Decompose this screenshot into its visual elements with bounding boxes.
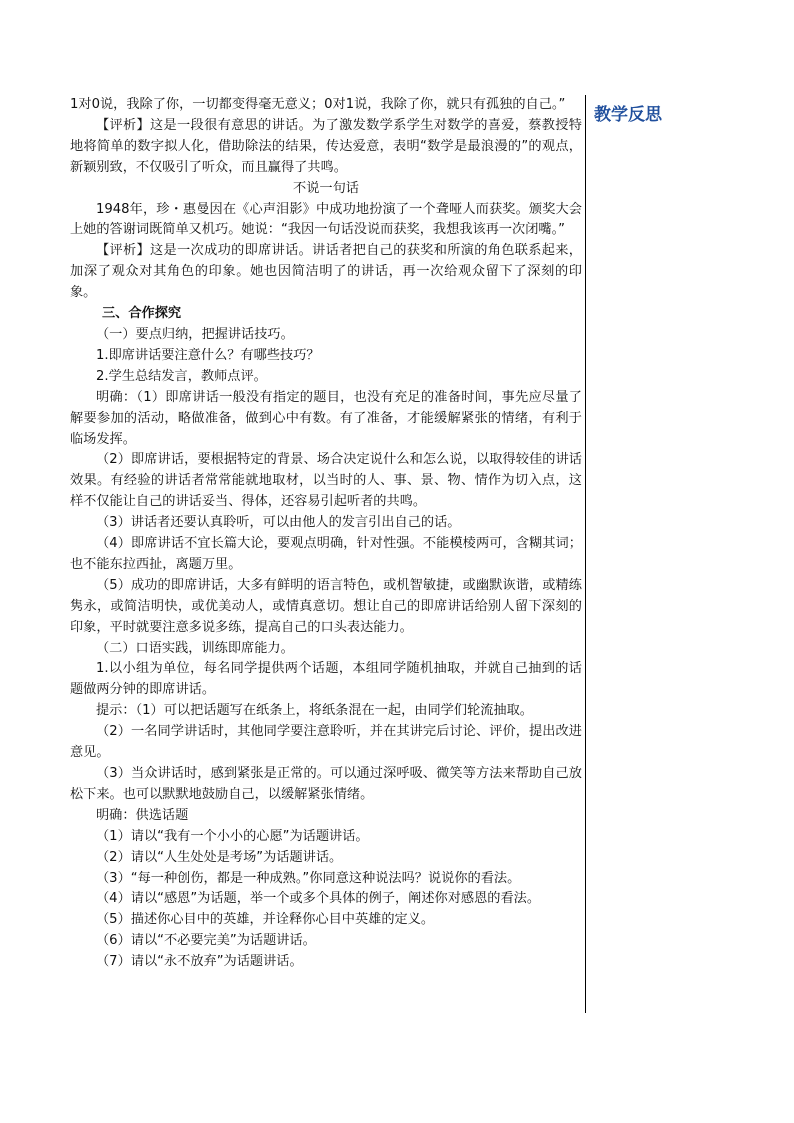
paragraph: （3）当众讲话时，感到紧张是正常的。可以通过深呼吸、微笑等方法来帮助自己放松下来。也可以默默地鼓励自己，以缓解紧张情绪。 [70,766,582,802]
paragraph: （4）即席讲话不宜长篇大论，要观点明确，针对性强。不能模棱两可，含糊其词；也不能东拉西扯，离题万里。 [70,536,582,572]
paragraph: 1.即席讲话要注意什么？有哪些技巧？ [96,347,320,363]
sidebar-title: 教学反思 [594,105,662,125]
paragraph: 【评析】这是一段很有意思的讲话。为了激发数学系学生对数学的喜爱，蔡教授特地将简单的数字拟人化，借助除法的结果，传达爱意，表明“数学是最浪漫的”的观点，新颖别致，不仅吸引了听众，而且赢得了共鸣。 [70,117,582,175]
paragraph: （二）口语实践，训练即席能力。 [96,640,294,656]
paragraph: 三、合作探究 [102,306,182,322]
paragraph: （4）请以“感恩”为话题，举一个或多个具体的例子，阐述你对感恩的看法。 [96,891,541,907]
paragraph: 2.学生总结发言，教师点评。 [96,368,267,384]
paragraph: （一）要点归纳，把握讲话技巧。 [96,326,294,342]
paragraph: （6）请以“不必要完美”为话题讲话。 [96,933,316,949]
paragraph: （3）讲话者还要认真聆听，可以由他人的发言引出自己的话。 [96,515,461,531]
paragraph: （2）一名同学讲话时，其他同学要注意聆听，并在其讲完后讨论、评价，提出改进意见。 [70,724,582,761]
paragraph: 明确：供选话题 [96,807,189,823]
paragraph: （2）即席讲话，要根据特定的背景、场合决定说什么和怎么说，以取得较佳的讲话效果。有经验的讲话者常常能就地取材，以当时的人、事、景、物、情作为切入点，这样不仅能让自己的讲话妥当、得体，还容易引起听者的共鸣。 [70,452,582,510]
paragraph: 不说一句话 [293,180,359,196]
column-divider [585,95,586,1013]
paragraph: 明确：（1）即席讲话一般没有指定的题目，也没有充足的准备时间，事先应尽量了解要参加的活动，略做准备，做到心中有数。有了准备，才能缓解紧张的情绪，有利于临场发挥。 [70,389,582,447]
paragraph: 1对0说，我除了你，一切都变得毫无意义；0对1说，我除了你，就只有孤独的自己。” [70,97,566,112]
paragraph: 1.以小组为单位，每名同学提供两个话题，本组同学随机抽取，并就自己抽到的话题做两分钟的即席讲话。 [70,661,582,698]
paragraph: （7）请以“永不放弃”为话题讲话。 [96,954,303,970]
paragraph: （3）“每一种创伤，都是一种成熟。”你同意这种说法吗？说说你的看法。 [96,870,521,886]
paragraph: （5）成功的即席讲话，大多有鲜明的语言特色，或机智敏捷，或幽默诙谐，或精练隽永，或简洁明快，或优美动人，或情真意切。想让自己的即席讲话给别人留下深刻的印象，平时就要注意多说多练，提高自己的口头表达能力。 [70,577,582,635]
main-text-column [70,95,582,973]
paragraph: 提示：（1）可以把话题写在纸条上，将纸条混在一起，由同学们轮流抽取。 [96,703,533,719]
paragraph: 1948年，珍・惠曼因在《心声泪影》中成功地扮演了一个聋哑人而获奖。颁奖大会上她的答谢词既简单又机巧。她说：“我因一句话没说而获奖，我想我该再一次闭嘴。” [70,201,582,238]
paragraph: （2）请以“人生处处是考场”为话题讲话。 [96,849,343,865]
paragraph: （5）描述你心目中的英雄，并诠释你心目中英雄的定义。 [96,912,435,928]
paragraph: （1）请以“我有一个小小的心愿”为话题讲话。 [96,828,369,844]
paragraph: 【评析】这是一次成功的即席讲话。讲话者把自己的获奖和所演的角色联系起来，加深了观众对其角色的印象。她也因简洁明了的讲话，再一次给观众留下了深刻的印象。 [70,243,582,301]
